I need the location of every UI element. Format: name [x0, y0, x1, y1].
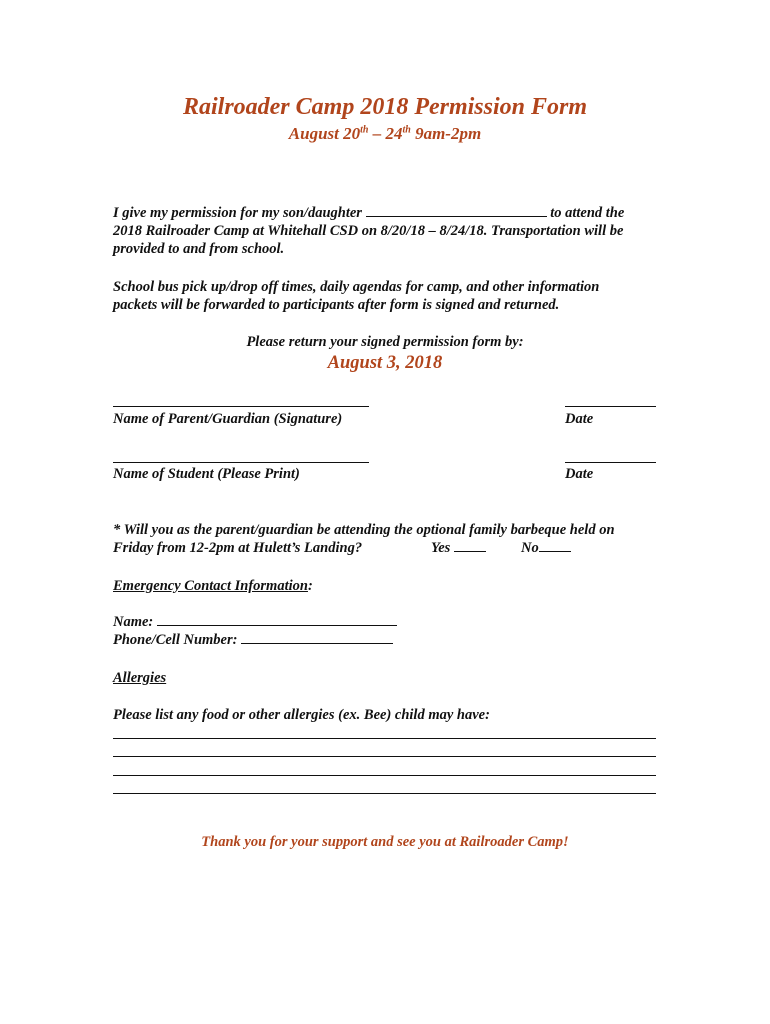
yes-label: Yes	[431, 540, 451, 556]
emergency-heading-colon: :	[307, 578, 313, 594]
parent-date-field[interactable]	[565, 406, 656, 407]
thank-you-message: Thank you for your support and see you at Railroader Camp!	[201, 834, 569, 850]
parent-signature-field[interactable]	[113, 406, 369, 407]
no-label: No	[521, 540, 539, 556]
permission-text: to attend the	[546, 205, 625, 221]
barbeque-yes-option	[431, 539, 486, 557]
date-suffix: th	[360, 124, 369, 136]
permission-line-1	[113, 204, 624, 222]
yes-answer-field[interactable]	[454, 539, 486, 552]
allergies-line[interactable]	[113, 793, 656, 794]
emergency-heading	[113, 577, 313, 595]
emergency-heading-text: Emergency Contact Information	[113, 578, 308, 594]
barbeque-no-option	[521, 539, 571, 557]
return-prompt: Please return your signed permission form by:	[246, 334, 524, 350]
date-label: Date	[565, 466, 594, 482]
emergency-phone-field[interactable]	[241, 631, 393, 644]
permission-text: I give my permission for my son/daughter	[113, 205, 366, 221]
page-title: Railroader Camp 2018 Permission Form	[182, 94, 588, 120]
date-label: Date	[565, 411, 594, 427]
time-text: 9am-2pm	[410, 124, 482, 143]
parent-signature-label: Name of Parent/Guardian (Signature)	[113, 411, 343, 427]
emergency-name-row	[113, 613, 397, 631]
allergies-prompt: Please list any food or other allergies (ex. Bee) child may have:	[113, 707, 490, 723]
allergies-line[interactable]	[113, 738, 656, 739]
info-line-1: School bus pick up/drop off times, daily agendas for camp, and other information	[113, 279, 600, 295]
emergency-phone-label: Phone/Cell Number:	[113, 632, 238, 648]
barbeque-line-2: Friday from 12-2pm at Hulett’s Landing?	[113, 540, 363, 556]
date-suffix: th	[402, 124, 411, 136]
student-name-label: Name of Student (Please Print)	[113, 466, 300, 482]
allergies-line[interactable]	[113, 775, 656, 776]
date-text: – 24	[368, 124, 403, 143]
child-name-field[interactable]	[366, 204, 547, 217]
allergies-heading: Allergies	[113, 670, 167, 686]
allergies-line[interactable]	[113, 756, 656, 757]
emergency-phone-row	[113, 631, 393, 649]
no-answer-field[interactable]	[539, 539, 571, 552]
barbeque-line-1: * Will you as the parent/guardian be attending the optional family barbeque held on	[113, 522, 615, 538]
permission-line-2: 2018 Railroader Camp at Whitehall CSD on 8/20/18 – 8/24/18. Transportation will be	[113, 223, 624, 239]
info-line-2: packets will be forwarded to participants after form is signed and returned.	[113, 297, 560, 313]
student-name-field[interactable]	[113, 462, 369, 463]
emergency-name-field[interactable]	[157, 613, 397, 626]
student-date-field[interactable]	[565, 462, 656, 463]
return-deadline: August 3, 2018	[327, 353, 443, 373]
camp-dates	[0, 124, 770, 144]
permission-line-3: provided to and from school.	[113, 241, 285, 257]
emergency-name-label: Name:	[113, 614, 154, 630]
date-text: August 20	[288, 124, 361, 143]
